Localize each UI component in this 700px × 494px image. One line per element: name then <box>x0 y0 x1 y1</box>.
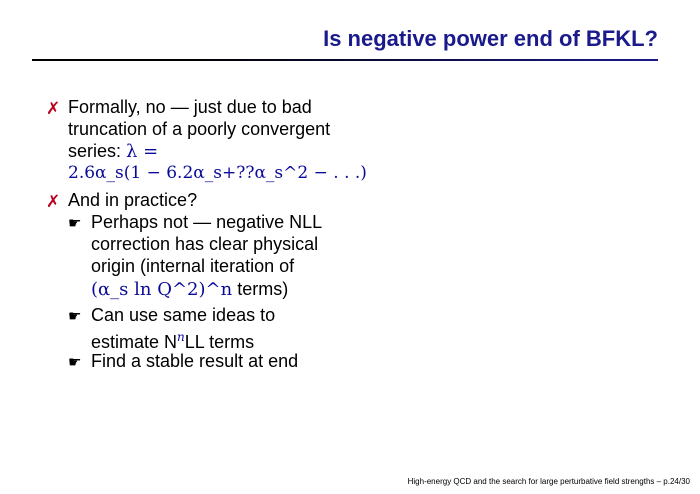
bullet-2-text: And in practice? <box>68 190 198 210</box>
subitem-2-line-2 <box>91 326 254 353</box>
cross-bullet-icon: ✗ <box>46 192 61 212</box>
subitem-2-pre: estimate N <box>91 332 178 352</box>
pointing-hand-icon: ☛ <box>68 307 82 325</box>
bullet-1-line-1: Formally, no — just due to bad <box>68 97 312 117</box>
pointing-hand-icon: ☛ <box>68 214 82 232</box>
subitem-2-line-1: Can use same ideas to <box>91 305 276 325</box>
subitem-3-text: Find a stable result at end <box>91 351 299 371</box>
pointing-hand-icon: ☛ <box>68 353 82 371</box>
subitem-1-line-3: origin (internal iteration of <box>91 256 295 276</box>
slide-title: Is negative power end of BFKL? <box>323 26 658 51</box>
bullet-1-line-2: truncation of a poorly convergent <box>68 119 331 139</box>
log-term-formula: (α_s ln Q^2)^n <box>91 279 233 300</box>
subitem-2-post: LL terms <box>184 332 255 352</box>
subitem-2-superscript: n <box>177 330 185 344</box>
title-rule <box>32 59 658 61</box>
subitem-1-line-1: Perhaps not — negative NLL <box>91 212 323 232</box>
lambda-equation: λ = <box>126 141 159 162</box>
series-formula <box>68 162 367 184</box>
cross-bullet-icon: ✗ <box>46 99 61 119</box>
bullet-1-line-3 <box>68 140 158 163</box>
series-formula-text: 2.6α_s(1 − 6.2α_s+??α_s^2 − . . .) <box>68 163 367 183</box>
subitem-1-line-4 <box>91 278 288 301</box>
terms-label: terms) <box>237 279 289 299</box>
slide-footer: High-energy QCD and the search for large perturbative field strengths – p.24/30 <box>407 477 690 486</box>
series-label: series: <box>68 141 122 161</box>
subitem-1-line-2: correction has clear physical <box>91 234 319 254</box>
